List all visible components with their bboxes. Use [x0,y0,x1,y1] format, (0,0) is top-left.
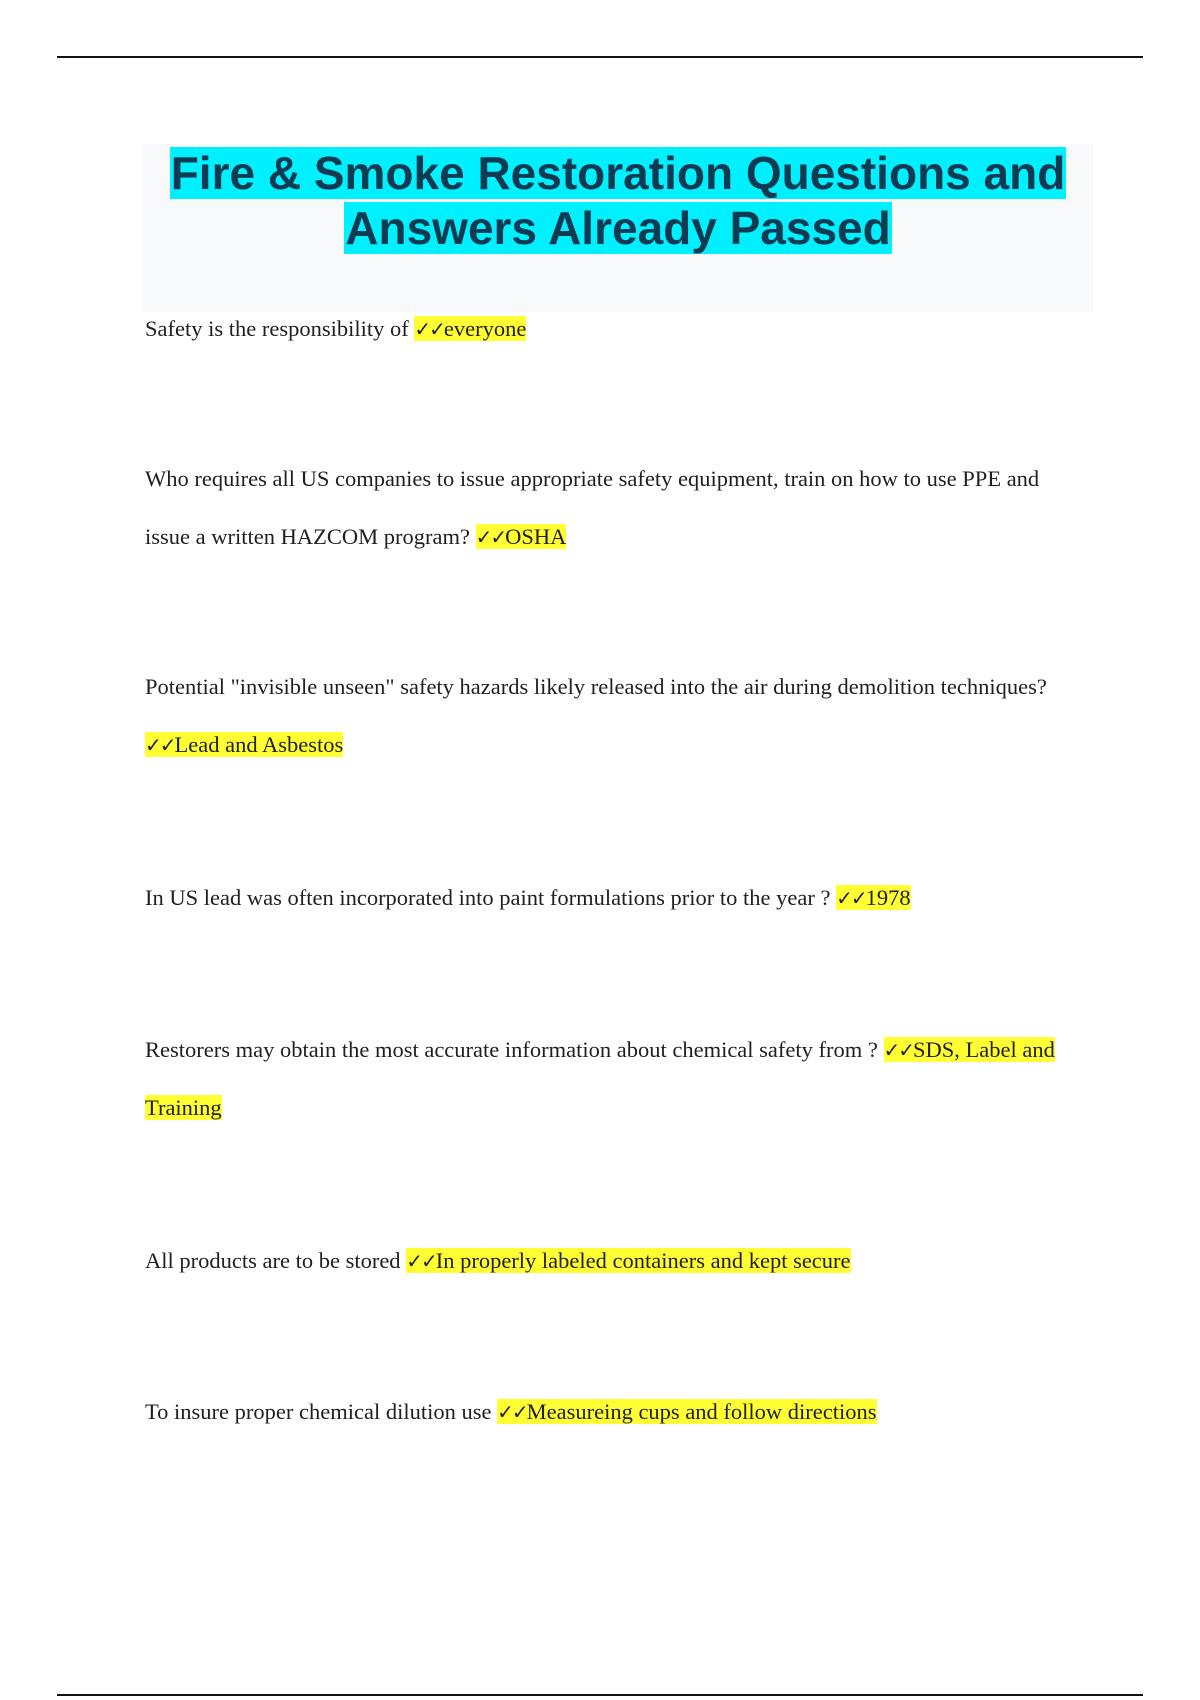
qa-item [145,1383,1085,1441]
answer-text: In properly labeled containers and kept secure [435,1248,851,1273]
title-line-2: Answers Already Passed [345,202,891,254]
question-text: Potential "invisible unseen" safety hazards likely released into the air during demolition techniques? [145,674,1047,699]
double-check-icon: ✓✓ [414,317,444,341]
answer-text: OSHA [505,524,567,549]
answer-highlight [497,1399,876,1424]
question-text: To insure proper chemical dilution use [145,1399,498,1424]
bottom-rule [57,1694,1143,1696]
title-line-1: Fire & Smoke Restoration Questions and [170,147,1066,199]
top-rule [57,56,1143,58]
answer-text: SDS, Label and Training [145,1037,1055,1120]
question-text: Safety is the responsibility of [145,316,415,341]
qa-item [145,869,1085,927]
answer-highlight [414,316,526,341]
double-check-icon: ✓✓ [836,886,866,910]
question-text: Restorers may obtain the most accurate information about chemical safety from ? [145,1037,884,1062]
title-block [143,144,1093,312]
qa-item [145,1021,1085,1137]
answer-text: everyone [443,316,527,341]
double-check-icon: ✓✓ [883,1038,914,1062]
question-text: All products are to be stored [145,1248,407,1273]
answer-text: Measureing cups and follow directions [526,1399,877,1424]
question-text: In US lead was often incorporated into paint formulations prior to the year ? [145,885,837,910]
double-check-icon: ✓✓ [145,733,175,757]
answer-highlight [836,885,911,910]
document-title [143,144,1093,256]
double-check-icon: ✓✓ [497,1400,527,1424]
question-text: Who requires all US companies to issue appropriate safety equipment, train on how to use PPE and issue a written HAZCOM program? [145,466,1040,549]
answer-text: Lead and Asbestos [174,732,344,757]
qa-item [145,450,1085,566]
answer-highlight [145,732,343,757]
qa-item [145,658,1085,774]
qa-item [145,1232,1085,1290]
answer-text: 1978 [865,885,911,910]
qa-item [145,300,1085,358]
double-check-icon: ✓✓ [475,525,506,549]
double-check-icon: ✓✓ [406,1249,436,1273]
answer-highlight [476,524,567,549]
answer-highlight [406,1248,850,1273]
